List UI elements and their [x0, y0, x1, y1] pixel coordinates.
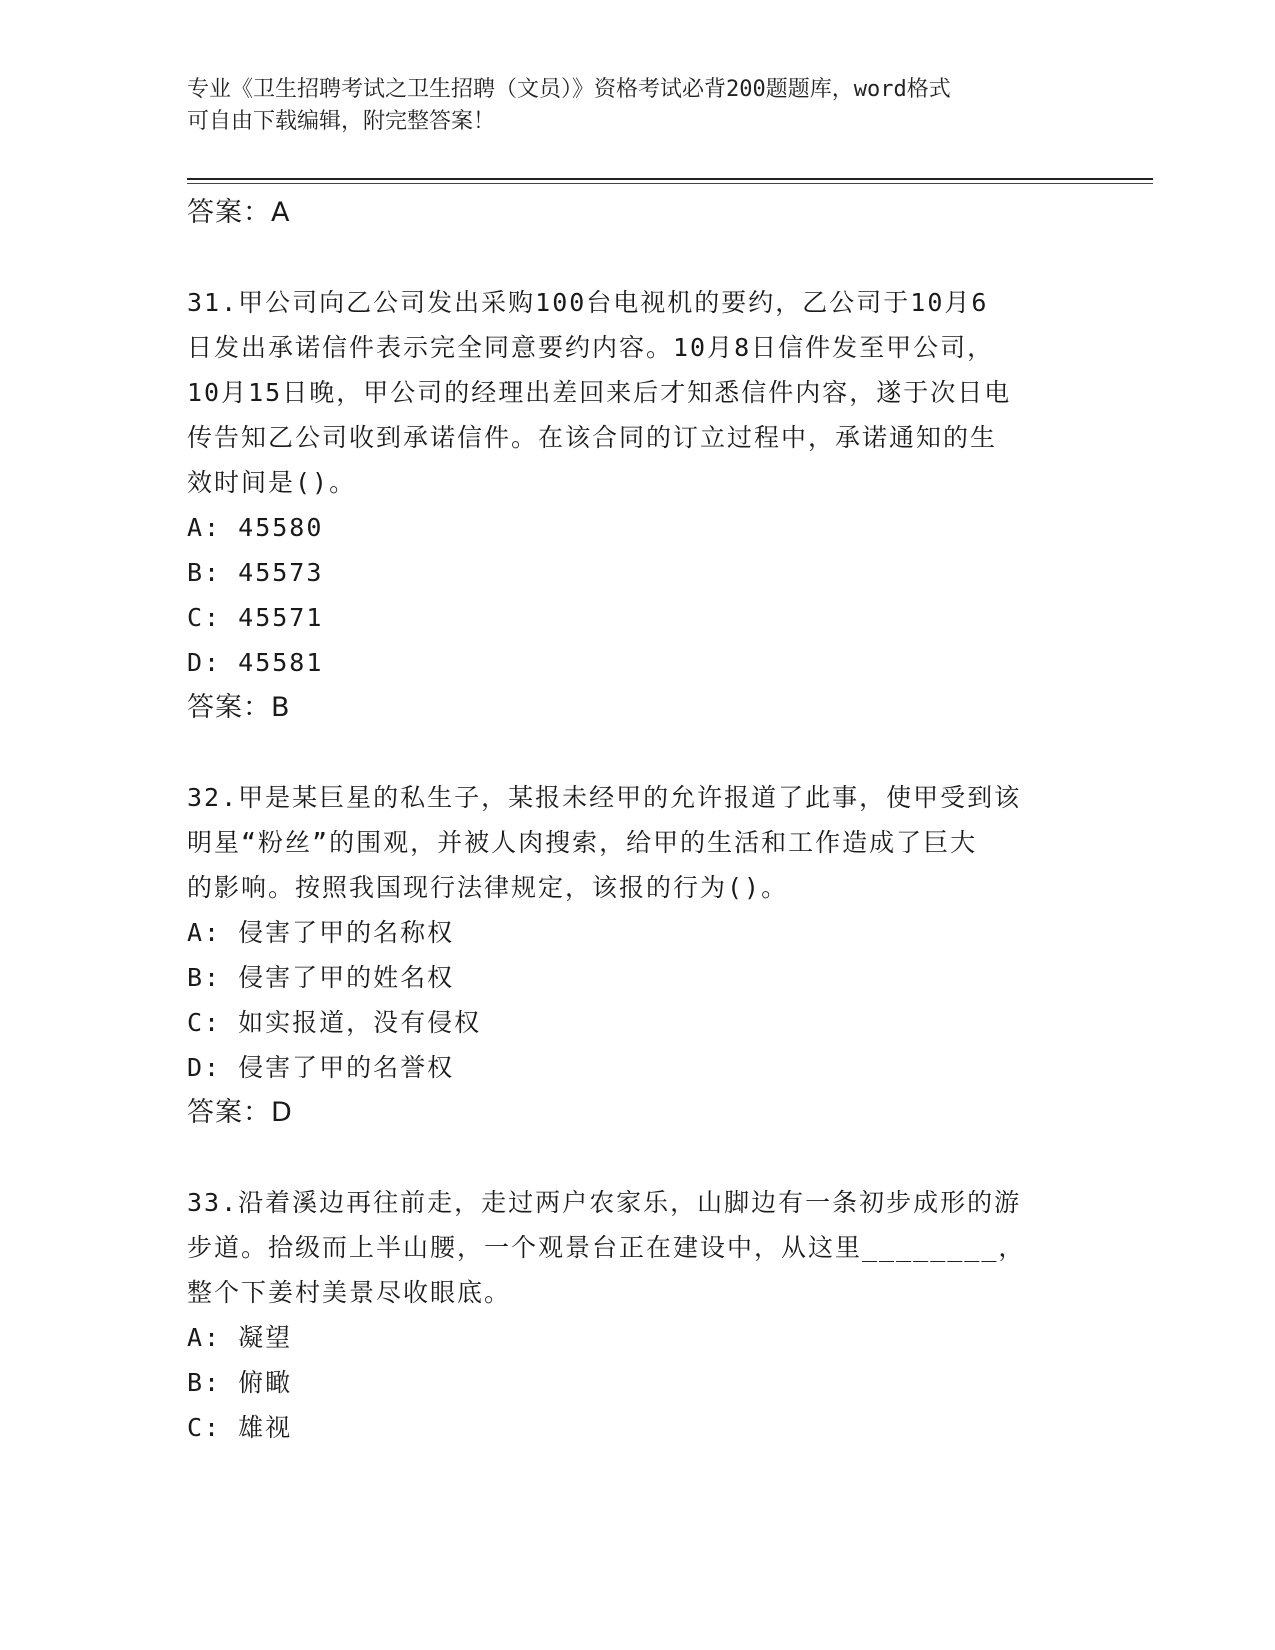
option-d: D: 侵害了甲的名誉权 [187, 1053, 455, 1082]
question-text-line: 整个下姜村美景尽收眼底。 [187, 1278, 512, 1307]
question-text-line: 的影响。按照我国现行法律规定，该报的行为()。 [187, 873, 789, 902]
spacer [187, 730, 1087, 775]
document-header [187, 74, 1067, 138]
header-line-2: 可自由下载编辑，附完整答案！ [187, 109, 496, 134]
question-text-line: 日发出承诺信件表示完全同意要约内容。10月8日信件发至甲公司， [187, 333, 995, 362]
question-content [187, 190, 1087, 1450]
question-text-line: 10月15日晚，甲公司的经理出差回来后才知悉信件内容，遂于次日电 [187, 378, 1012, 407]
spacer [187, 235, 1087, 280]
answer-line: 答案：A [187, 197, 291, 228]
option-d: D: 45581 [187, 648, 324, 677]
question-text-line: 传告知乙公司收到承诺信件。在该合同的订立过程中，承诺通知的生 [187, 423, 998, 452]
answer-line: 答案：B [187, 692, 291, 723]
question-33 [187, 1180, 1067, 1315]
option-b: B: 侵害了甲的姓名权 [187, 963, 455, 992]
question-text-line: 31.甲公司向乙公司发出采购100台电视机的要约，乙公司于10月6 [187, 288, 989, 317]
header-divider [187, 178, 1153, 180]
option-a: A: 凝望 [187, 1323, 293, 1352]
question-text-line: 33.沿着溪边再往前走，走过两户农家乐，山脚边有一条初步成形的游 [187, 1188, 1022, 1217]
option-b: B: 俯瞰 [187, 1368, 293, 1397]
option-b: B: 45573 [187, 558, 324, 587]
header-divider-thin [187, 183, 1153, 184]
question-31 [187, 280, 1067, 505]
question-text-line: 32.甲是某巨星的私生子，某报未经甲的允许报道了此事，使甲受到该 [187, 783, 1022, 812]
spacer [187, 1135, 1087, 1180]
option-c: C: 如实报道，没有侵权 [187, 1008, 482, 1037]
question-32 [187, 775, 1067, 910]
header-line-1: 专业《卫生招聘考试之卫生招聘（文员）》资格考试必背200题题库，word格式 [187, 77, 951, 102]
option-c: C: 45571 [187, 603, 324, 632]
question-text-line: 步道。拾级而上半山腰，一个观景台正在建设中，从这里________， [187, 1233, 1026, 1262]
option-c: C: 雄视 [187, 1413, 293, 1442]
question-text-line: 效时间是()。 [187, 468, 357, 497]
answer-line: 答案：D [187, 1097, 293, 1128]
option-a: A: 侵害了甲的名称权 [187, 918, 455, 947]
option-a: A: 45580 [187, 513, 324, 542]
question-text-line: 明星“粉丝”的围观，并被人肉搜索，给甲的生活和工作造成了巨大 [187, 828, 978, 857]
